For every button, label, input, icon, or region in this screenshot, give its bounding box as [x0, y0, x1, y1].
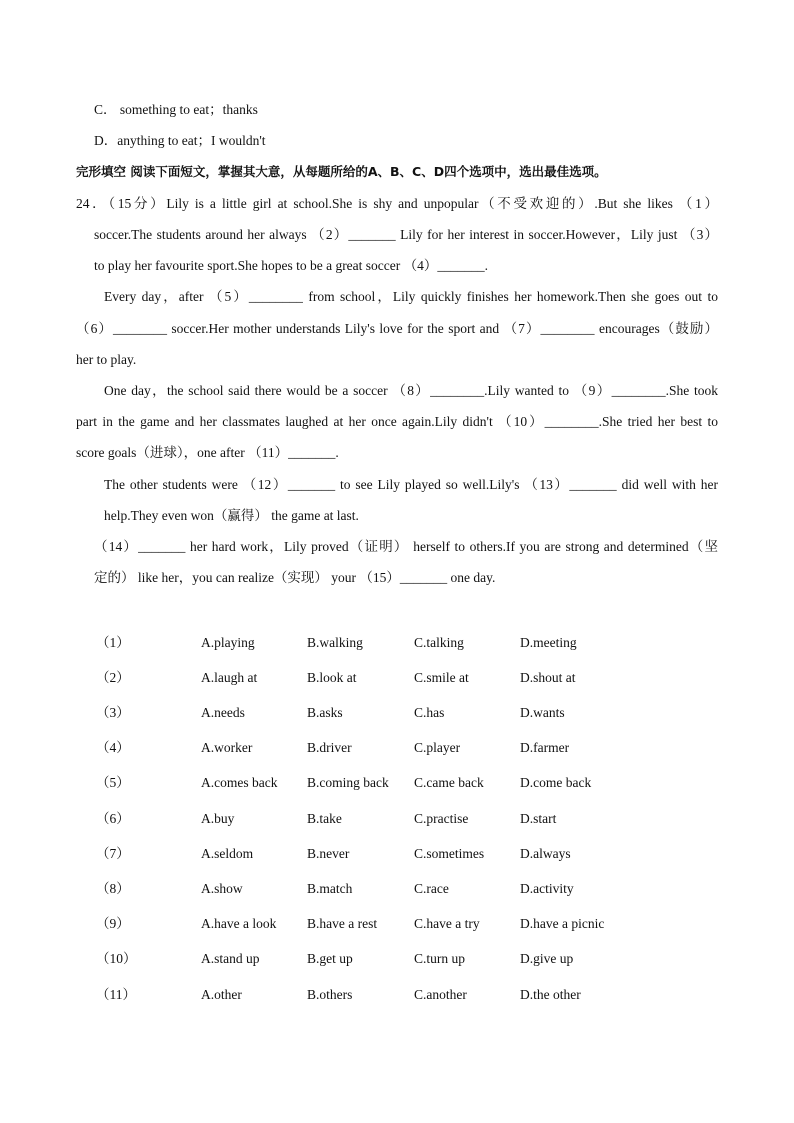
option-a[interactable]: A.have a look [201, 916, 277, 931]
option-c[interactable]: C.sometimes [414, 846, 485, 861]
option-row [0, 949, 794, 969]
option-b[interactable]: B.get up [307, 951, 353, 966]
option-c[interactable]: C.have a try [414, 916, 480, 931]
option-b[interactable]: B.others [307, 987, 353, 1002]
option-b[interactable]: B.have a rest [307, 916, 378, 931]
option-row [0, 809, 794, 829]
option-c[interactable]: C.came back [414, 775, 484, 790]
option-row [0, 773, 794, 793]
option-b[interactable]: B.walking [307, 635, 363, 650]
option-a[interactable]: A.show [201, 881, 243, 896]
option-c[interactable]: C.player [414, 740, 461, 755]
option-d[interactable]: D.activity [520, 881, 574, 896]
option-b[interactable]: B.coming back [307, 775, 389, 790]
option-row [0, 668, 794, 688]
passage-line: 定的） like her，you can realize（实现） your （15）_______ one day. [94, 570, 496, 585]
option-b[interactable]: B.never [307, 846, 350, 861]
option-c[interactable]: C.race [414, 881, 449, 896]
passage-line: （14）_______ her hard work，Lily proved（证明） herself to others.If you are strong and determined（坚 [94, 539, 718, 554]
prev-option-d: D．anything to eat；I wouldn't [94, 133, 266, 148]
option-a[interactable]: A.comes back [201, 775, 278, 790]
option-d[interactable]: D.always [520, 846, 571, 861]
question-number: （5） [96, 775, 130, 790]
option-row [0, 985, 794, 1005]
prev-option-c: C． something to eat；thanks [94, 102, 258, 117]
option-d[interactable]: D.start [520, 811, 557, 826]
question-number: （2） [96, 670, 130, 685]
question-number: （7） [96, 846, 130, 861]
question-number: （9） [96, 916, 130, 931]
question-number: （10） [96, 951, 137, 966]
option-a[interactable]: A.other [201, 987, 242, 1002]
option-d[interactable]: D.the other [520, 987, 581, 1002]
option-b[interactable]: B.look at [307, 670, 357, 685]
option-b[interactable]: B.match [307, 881, 353, 896]
passage-line: The other students were （12）_______ to see Lily played so well.Lily's （13）_______ did well with her [104, 477, 718, 492]
passage-line: 24．（15分）Lily is a little girl at school.She is shy and unpopular（不受欢迎的）.But she likes （1） [76, 196, 718, 211]
option-d[interactable]: D.wants [520, 705, 565, 720]
question-number: （4） [96, 740, 130, 755]
option-row [0, 879, 794, 899]
question-number: （8） [96, 881, 130, 896]
option-d[interactable]: D.have a picnic [520, 916, 605, 931]
question-number: （1） [96, 635, 130, 650]
option-d[interactable]: D.meeting [520, 635, 577, 650]
passage-line: to play her favourite sport.She hopes to be a great soccer （4）_______. [94, 258, 489, 273]
option-d[interactable]: D.come back [520, 775, 592, 790]
option-row [0, 633, 794, 653]
section-heading: 完形填空 阅读下面短文，掌握其大意，从每题所给的A、B、C、D四个选项中，选出最佳选项。 [76, 164, 607, 179]
passage-line: part in the game and her classmates laughed at her once again.Lily didn't （10）________.She tried her best to [76, 414, 718, 429]
option-a[interactable]: A.stand up [201, 951, 260, 966]
option-row [0, 914, 794, 934]
option-c[interactable]: C.talking [414, 635, 464, 650]
option-row [0, 703, 794, 723]
option-a[interactable]: A.needs [201, 705, 245, 720]
passage-line: score goals（进球），one after （11）_______. [76, 445, 339, 460]
option-c[interactable]: C.has [414, 705, 445, 720]
option-b[interactable]: B.driver [307, 740, 352, 755]
passage-line: help.They even won（赢得） the game at last. [104, 508, 359, 523]
question-number: （11） [96, 987, 136, 1002]
passage-line: One day，the school said there would be a soccer （8）________.Lily wanted to （9）________.She took [104, 383, 718, 398]
passage-line: （6）________ soccer.Her mother understands Lily's love for the sport and （7）________ encourages（鼓励） [76, 321, 718, 336]
passage-line: her to play. [76, 352, 137, 367]
question-number: （3） [96, 705, 130, 720]
option-row [0, 738, 794, 758]
question-number: （6） [96, 811, 130, 826]
option-c[interactable]: C.turn up [414, 951, 466, 966]
option-a[interactable]: A.playing [201, 635, 255, 650]
option-b[interactable]: B.take [307, 811, 342, 826]
passage-line: soccer.The students around her always （2）_______ Lily for her interest in soccer.However，Lily just （3） [94, 227, 718, 242]
option-d[interactable]: D.farmer [520, 740, 570, 755]
option-a[interactable]: A.seldom [201, 846, 254, 861]
option-a[interactable]: A.buy [201, 811, 235, 826]
option-d[interactable]: D.shout at [520, 670, 576, 685]
option-c[interactable]: C.another [414, 987, 467, 1002]
passage-line: Every day，after （5）________ from school，Lily quickly finishes her homework.Then she goes out to [104, 289, 718, 304]
option-c[interactable]: C.practise [414, 811, 469, 826]
option-row [0, 844, 794, 864]
option-c[interactable]: C.smile at [414, 670, 469, 685]
option-a[interactable]: A.worker [201, 740, 253, 755]
option-b[interactable]: B.asks [307, 705, 343, 720]
option-d[interactable]: D.give up [520, 951, 574, 966]
option-a[interactable]: A.laugh at [201, 670, 258, 685]
